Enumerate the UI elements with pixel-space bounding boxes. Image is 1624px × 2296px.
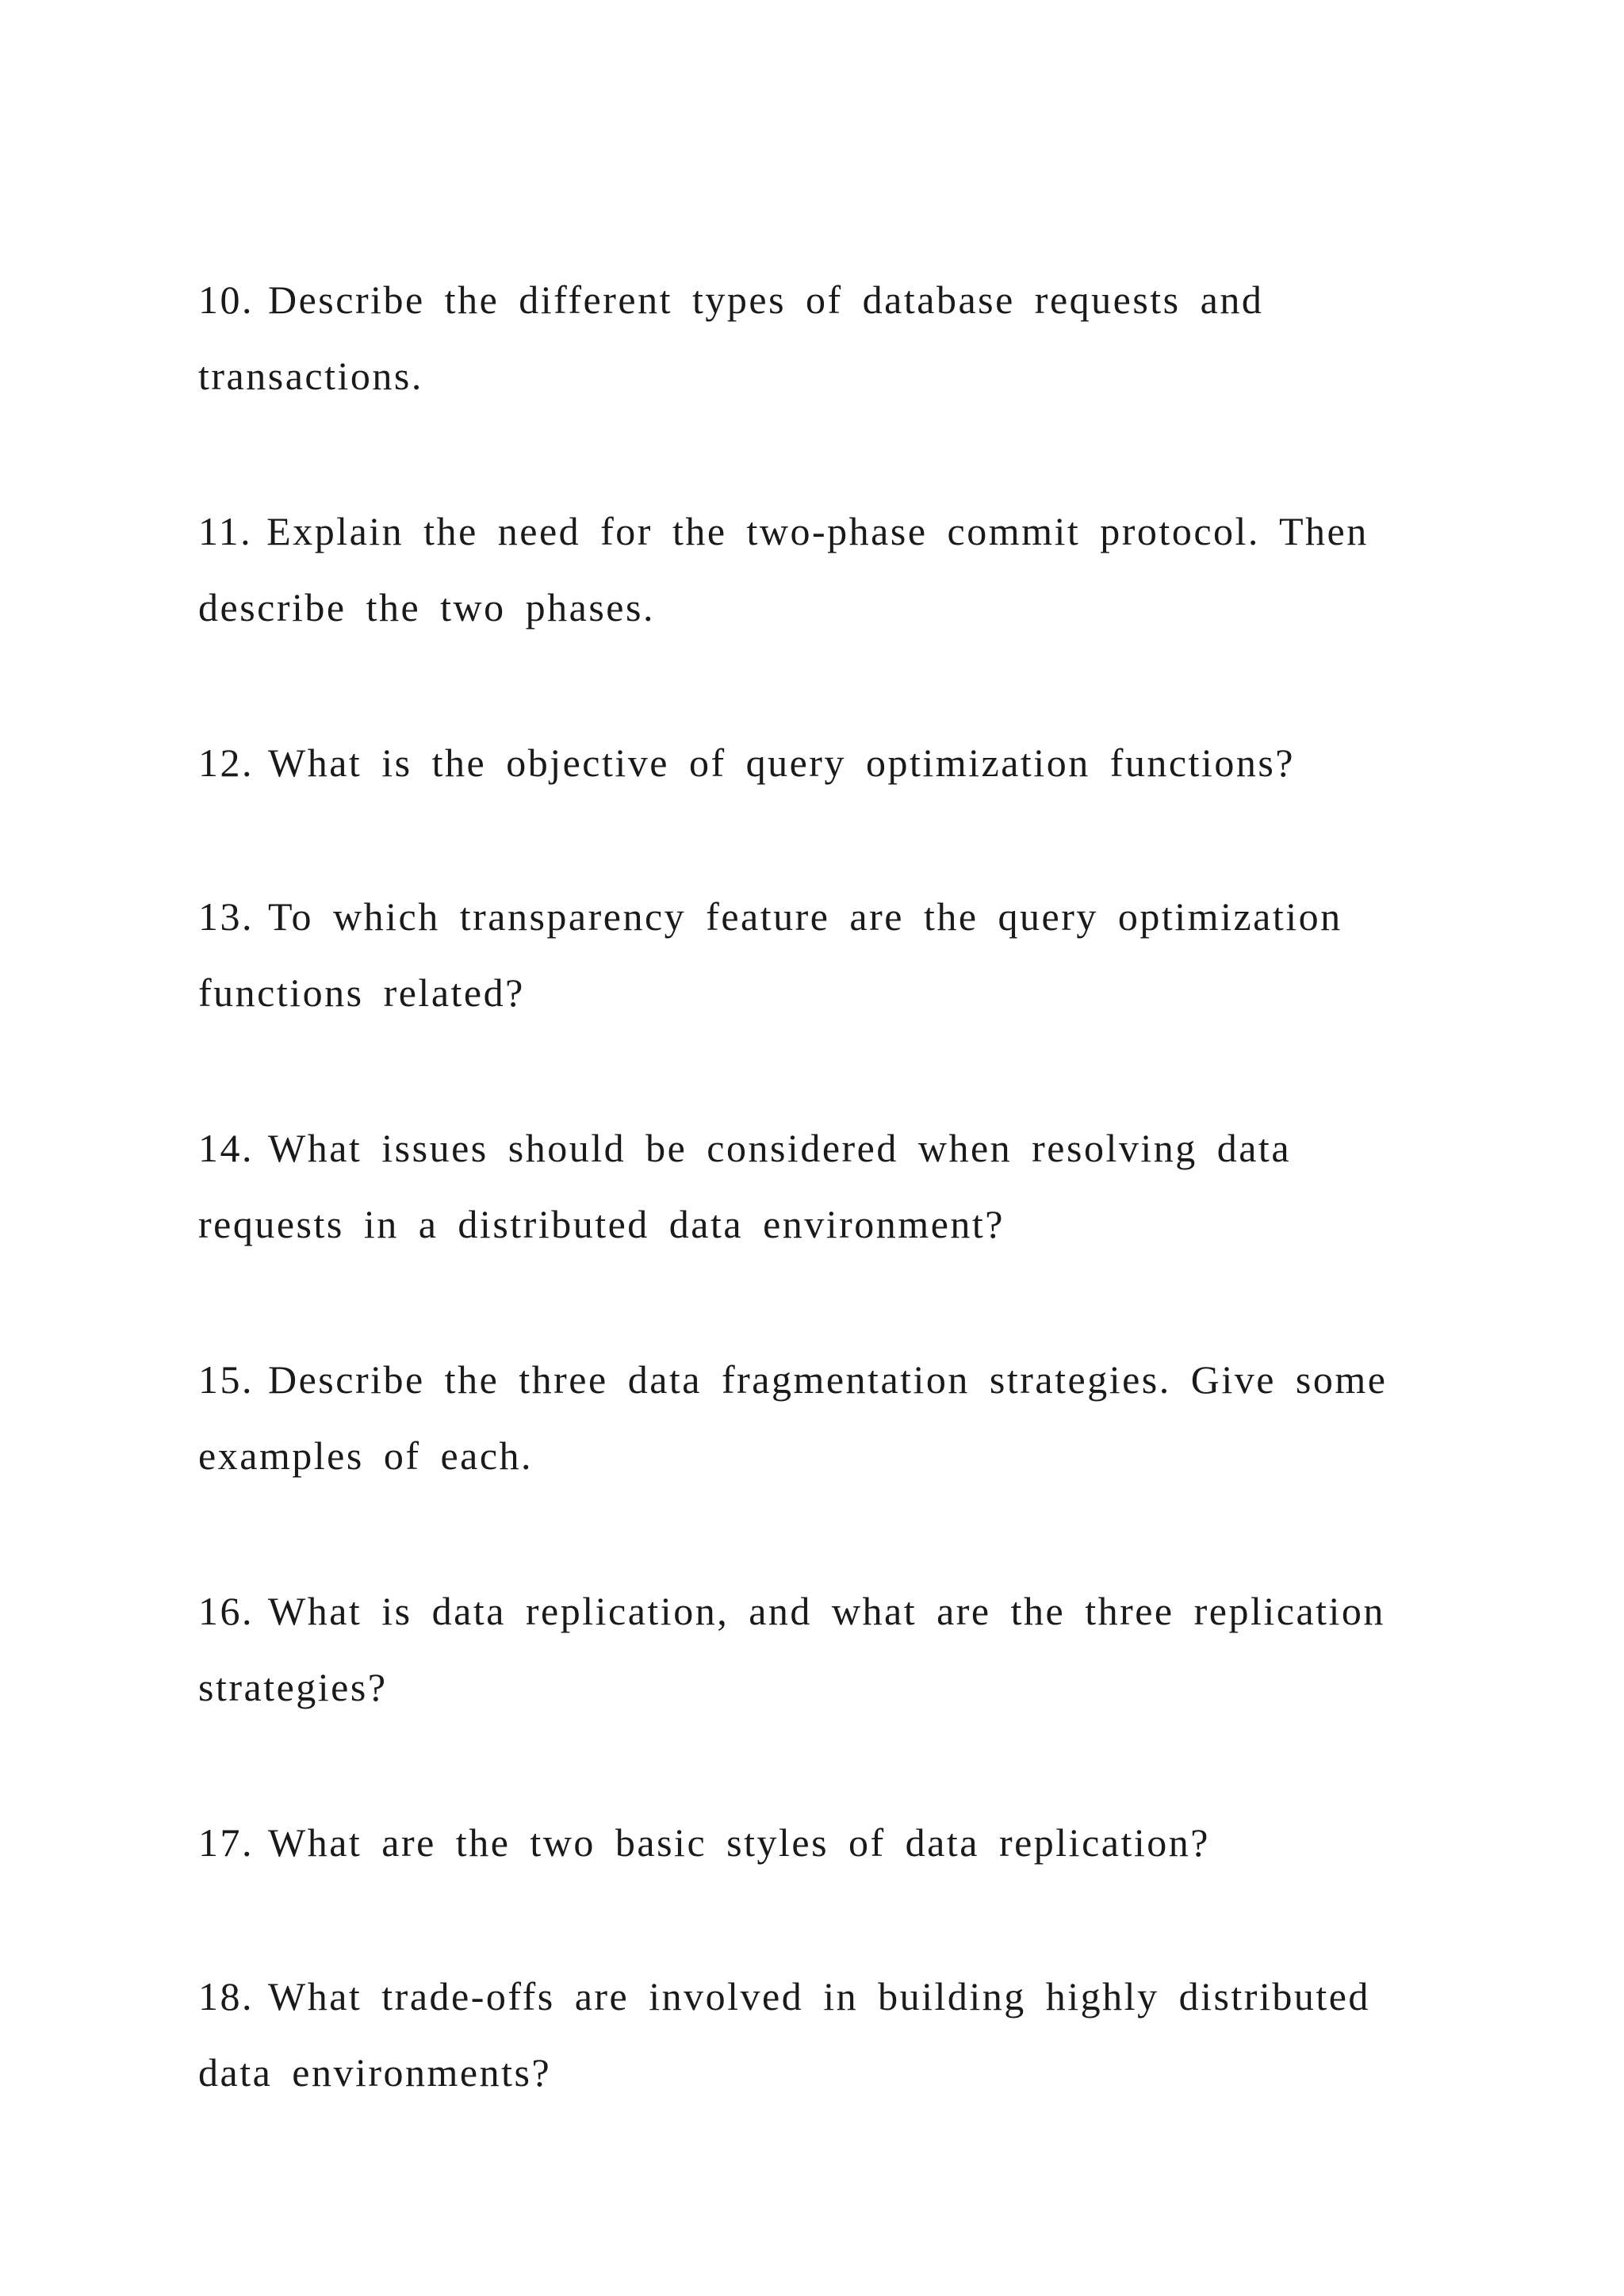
question-13: [198, 878, 1435, 1031]
question-18: [198, 1958, 1435, 2110]
question-number: 15.: [198, 1357, 254, 1402]
question-number: 18.: [198, 1974, 254, 2019]
question-number: 14.: [198, 1126, 254, 1170]
question-number: 13.: [198, 894, 254, 939]
question-number: 16.: [198, 1589, 254, 1633]
question-text: Explain the need for the two-phase commit protocol. Then describe the two phases.: [198, 509, 1369, 629]
question-text: What are the two basic styles of data replication?: [268, 1820, 1210, 1865]
question-text: What is data replication, and what are the three replication strategies?: [198, 1589, 1385, 1709]
question-text: What trade-offs are involved in building highly distributed data environments?: [198, 1974, 1370, 2095]
question-text: What issues should be considered when resolving data requests in a distributed data environment?: [198, 1126, 1292, 1246]
question-14: [198, 1110, 1435, 1262]
question-text: What is the objective of query optimization functions?: [268, 740, 1295, 785]
question-text: Describe the three data fragmentation strategies. Give some examples of each.: [198, 1357, 1388, 1478]
question-number: 10.: [198, 277, 254, 322]
question-11: [198, 493, 1435, 645]
question-10: [198, 262, 1435, 414]
question-text: To which transparency feature are the query optimization functions related?: [198, 894, 1342, 1015]
question-number: 17.: [198, 1820, 254, 1865]
question-16: [198, 1573, 1435, 1725]
question-15: [198, 1341, 1435, 1494]
question-17: [198, 1804, 1435, 1881]
question-text: Describe the different types of database requests and transactions.: [198, 277, 1264, 398]
question-12: [198, 725, 1435, 801]
question-number: 12.: [198, 740, 254, 785]
question-number: 11.: [198, 509, 253, 553]
